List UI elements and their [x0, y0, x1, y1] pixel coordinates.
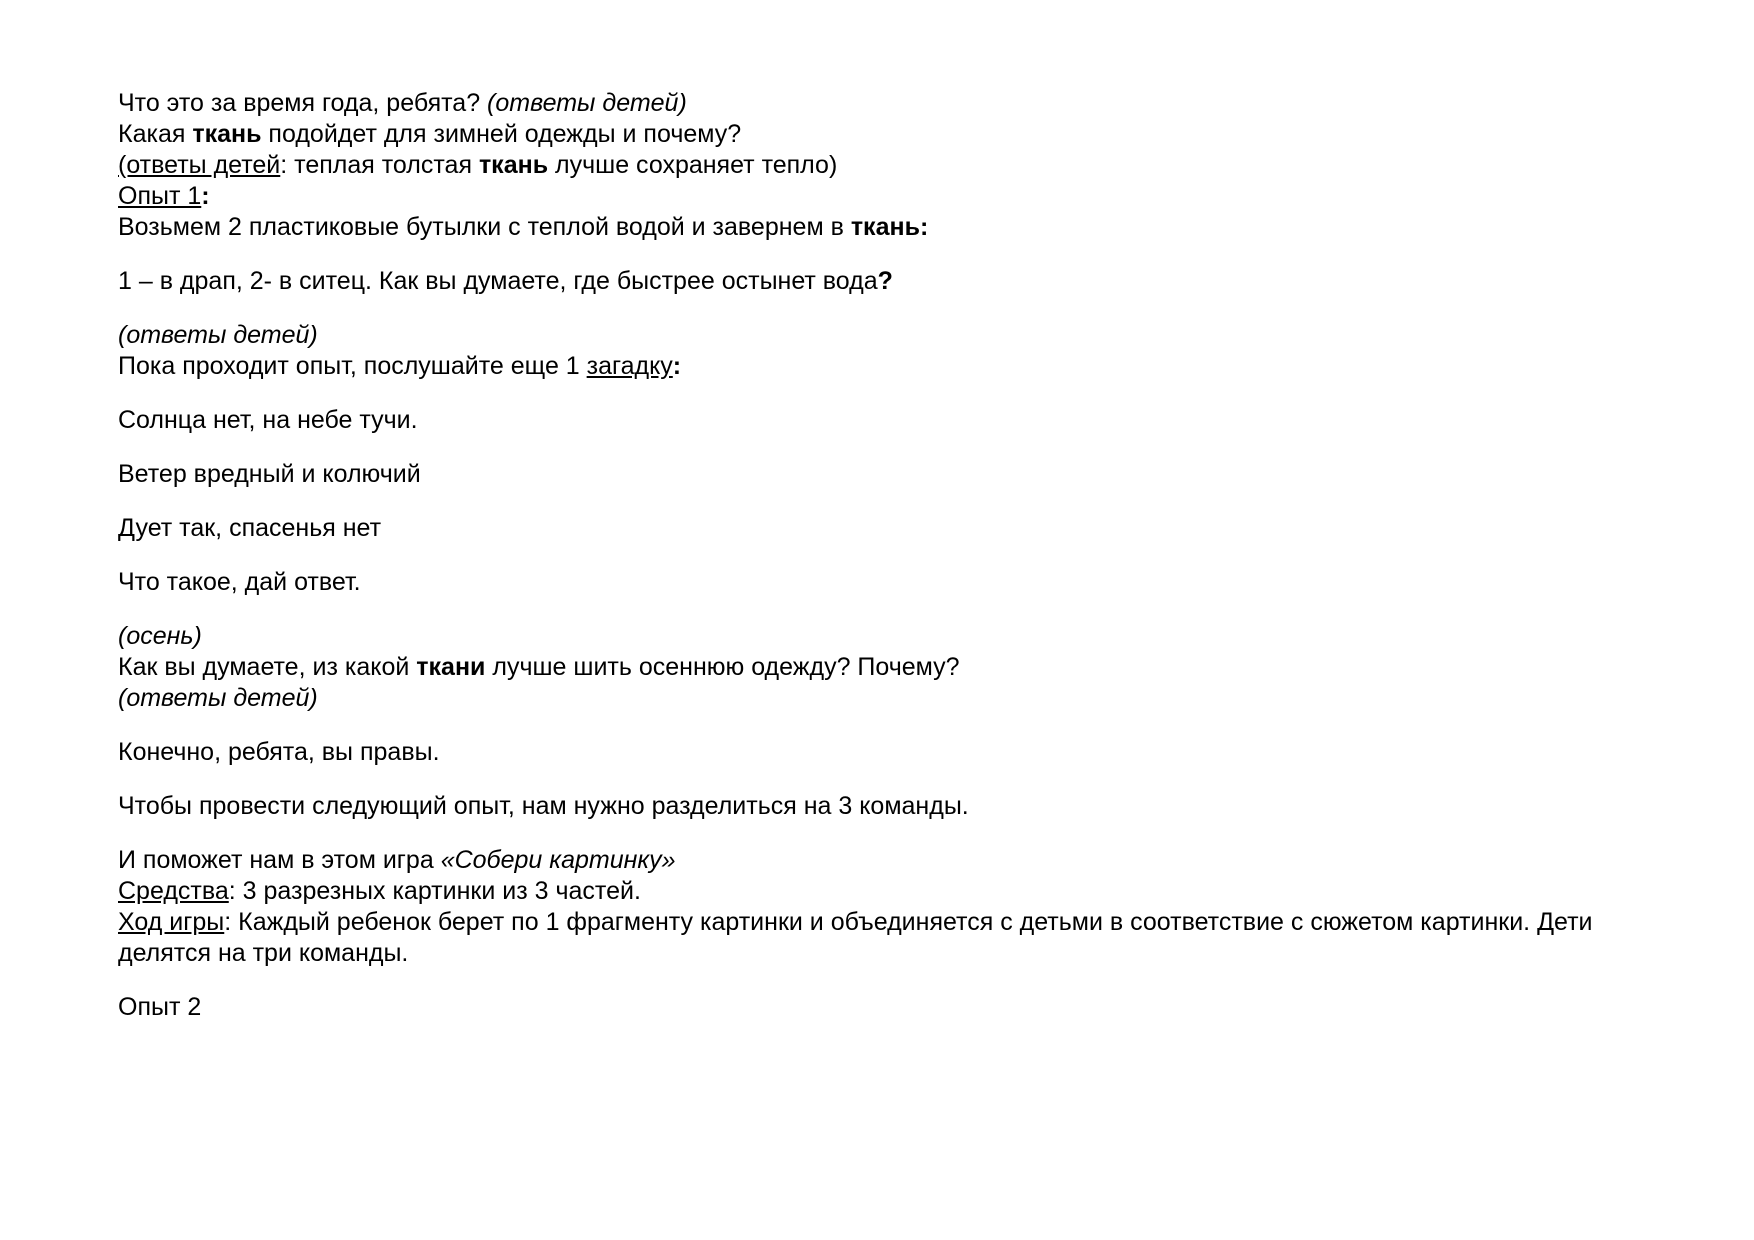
means-line: Средства: 3 разрезных картинки из 3 частей.: [118, 877, 641, 905]
text-line-18: И поможет нам в этом игра «Собери картинку»: [118, 846, 676, 874]
text-line-14: Как вы думаете, из какой ткани лучше шить осеннюю одежду? Почему?: [118, 653, 960, 681]
text-line-2: Какая ткань подойдет для зимней одежды и почему?: [118, 120, 742, 148]
experiment-2-heading: Опыт 2: [118, 993, 202, 1021]
riddle-answer: (осень): [118, 622, 202, 650]
game-procedure-line: Ход игры: Каждый ребенок берет по 1 фрагменту картинки и объединяется с детьми в соответствие с сюжетом картинки. Дети делятся на три команды.: [118, 908, 1593, 967]
text-line-15: (ответы детей): [118, 684, 318, 712]
document-page: [118, 88, 1638, 1023]
text-line-8: Пока проходит опыт, послушайте еще 1 загадку:: [118, 352, 682, 380]
text-line-3: (ответы детей: теплая толстая ткань лучше сохраняет тепло): [118, 151, 838, 179]
text-line-6: 1 – в драп, 2- в ситец. Как вы думаете, где быстрее остынет вода?: [118, 267, 893, 295]
text-line-17: Чтобы провести следующий опыт, нам нужно разделиться на 3 команды.: [118, 792, 969, 820]
text-line-1: Что это за время года, ребята? (ответы детей): [118, 89, 687, 117]
riddle-line-2: Ветер вредный и колючий: [118, 460, 421, 488]
text-line-5: Возьмем 2 пластиковые бутылки с теплой водой и завернем в ткань:: [118, 213, 929, 241]
riddle-line-4: Что такое, дай ответ.: [118, 568, 361, 596]
text-line-7: (ответы детей): [118, 321, 318, 349]
experiment-1-heading: Опыт 1:: [118, 182, 210, 210]
riddle-line-1: Солнца нет, на небе тучи.: [118, 406, 418, 434]
riddle-line-3: Дует так, спасенья нет: [118, 514, 382, 542]
text-line-16: Конечно, ребята, вы правы.: [118, 738, 440, 766]
